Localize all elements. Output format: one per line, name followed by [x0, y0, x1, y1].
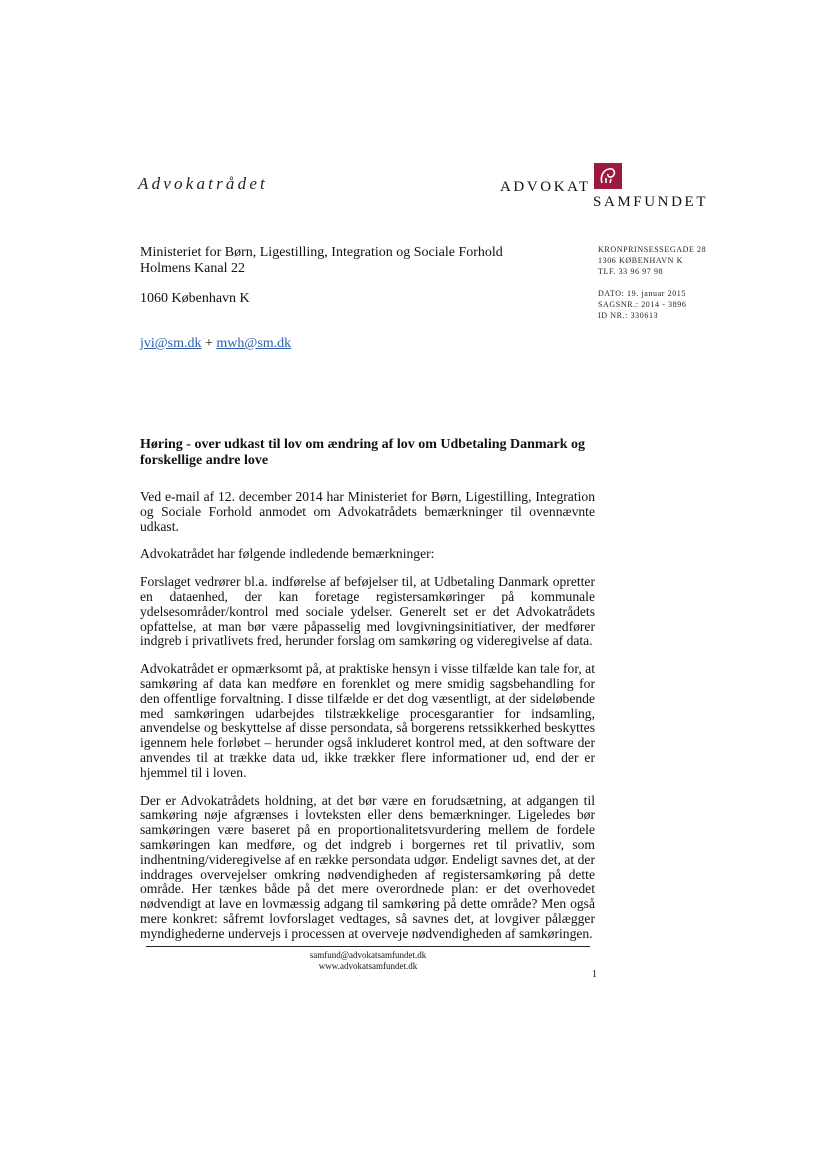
- body-paragraph-1: Ved e-mail af 12. december 2014 har Ministeriet for Børn, Ligestilling, Integration og Sociale Forhold anmodet om Advokatrådets bemærkninger til ovennævnte udkast.: [140, 489, 595, 534]
- footer-website: www.advokatsamfundet.dk: [318, 961, 418, 971]
- body-paragraph-2: Advokatrådet har følgende indledende bemærkninger:: [140, 546, 435, 562]
- recipient-street: Holmens Kanal 22: [140, 261, 245, 276]
- email-separator: +: [201, 336, 217, 351]
- footer-divider: [146, 946, 590, 947]
- sender-postal: 1306 KØBENHAVN K: [598, 256, 684, 265]
- sender-meta-block: [598, 244, 706, 321]
- recipient-city: 1060 København K: [140, 291, 250, 306]
- id-number: ID NR.: 330613: [598, 311, 659, 320]
- recipient-emails: [140, 336, 291, 352]
- letter-subject: Høring - over udkast til lov om ændring af lov om Udbetaling Danmark og forskellige andre love: [140, 437, 586, 468]
- sender-address: KRONPRINSESSEGADE 28: [598, 245, 707, 254]
- footer: [146, 950, 590, 972]
- case-number: SAGSNR.: 2014 - 3896: [598, 300, 687, 309]
- letter-body: [140, 490, 595, 955]
- sender-phone: TLF. 33 96 97 98: [598, 267, 664, 276]
- body-paragraph-4: Advokatrådet er opmærksomt på, at praktiske hensyn i visse tilfælde kan tale for, at samkøring af data kan medføre en forenklet og mere smidig sagsbehandling for den offentlige forvaltning. I disse tilfælde er det dog væsentligt, at der sideløbende med samkøringen udarbejdes tilstrækkelige procesgarantier for indsamling, anvendelse og beskyttelse af disse persondata, så borgerens retssikkerhed beskyttes igennem hele forløbet – herunder også inkluderet kontrol med, at den software der anvendes til at trække data ud, ikke trækker flere informationer ud, end der er hjemmel til i loven.: [140, 661, 595, 780]
- advokatsamfundet-logo-icon: [594, 163, 622, 189]
- recipient-address: [140, 245, 503, 307]
- organisation-name: Advokatrådet: [138, 174, 268, 193]
- page-number: 1: [592, 969, 597, 980]
- logo-text-samfundet: SAMFUNDET: [593, 194, 709, 210]
- footer-email: samfund@advokatsamfundet.dk: [309, 950, 427, 960]
- body-paragraph-3: Forslaget vedrører bl.a. indførelse af beføjelser til, at Udbetaling Danmark opretter en dataenhed, der kan foretage registersamkøringer på kommunale ydelsesområder/kontrol med sociale ydelser. Generelt set er det Advokatrådets opfattelse, at man bør være påpasselig med lovgivningsinitiativer, der medfører indgreb i privatlivets fred, herunder forslag om samkøring og videregivelse af data.: [140, 574, 595, 649]
- letter-date: DATO: 19. januar 2015: [598, 289, 686, 298]
- logo-text-advokat: ADVOKAT: [500, 179, 591, 195]
- email-link-mwh[interactable]: mwh@sm.dk: [216, 336, 292, 351]
- email-link-jvi[interactable]: jvi@sm.dk: [140, 336, 202, 351]
- recipient-ministry: Ministeriet for Børn, Ligestilling, Integration og Sociale Forhold: [140, 245, 503, 260]
- body-paragraph-5: Der er Advokatrådets holdning, at det bør være en forudsætning, at adgangen til samkøring nøje afgrænses i lovteksten eller dens bemærkninger. Ligeledes bør samkøringen være baseret på en proportionalitetsvurdering mellem de fordele samkøringen kan medføre, og det indgreb i borgernes ret til privatliv, som indhentning/videregivelse af en række persondata udgør. Endeligt savnes det, at der inddrages overvejelser omkring nødvendigheden af registersamkøring på dette område. Her tænkes både på det mere overordnede plan: er det overhovedet nødvendigt at lave en lovmæssig adgang til samkøring på dette område? Men også mere konkret: såfremt lovforslaget vedtages, så savnes det, at lovgiver pålægger myndighederne undervejs i processen at overveje nødvendigheden af samkøringen.: [140, 792, 595, 941]
